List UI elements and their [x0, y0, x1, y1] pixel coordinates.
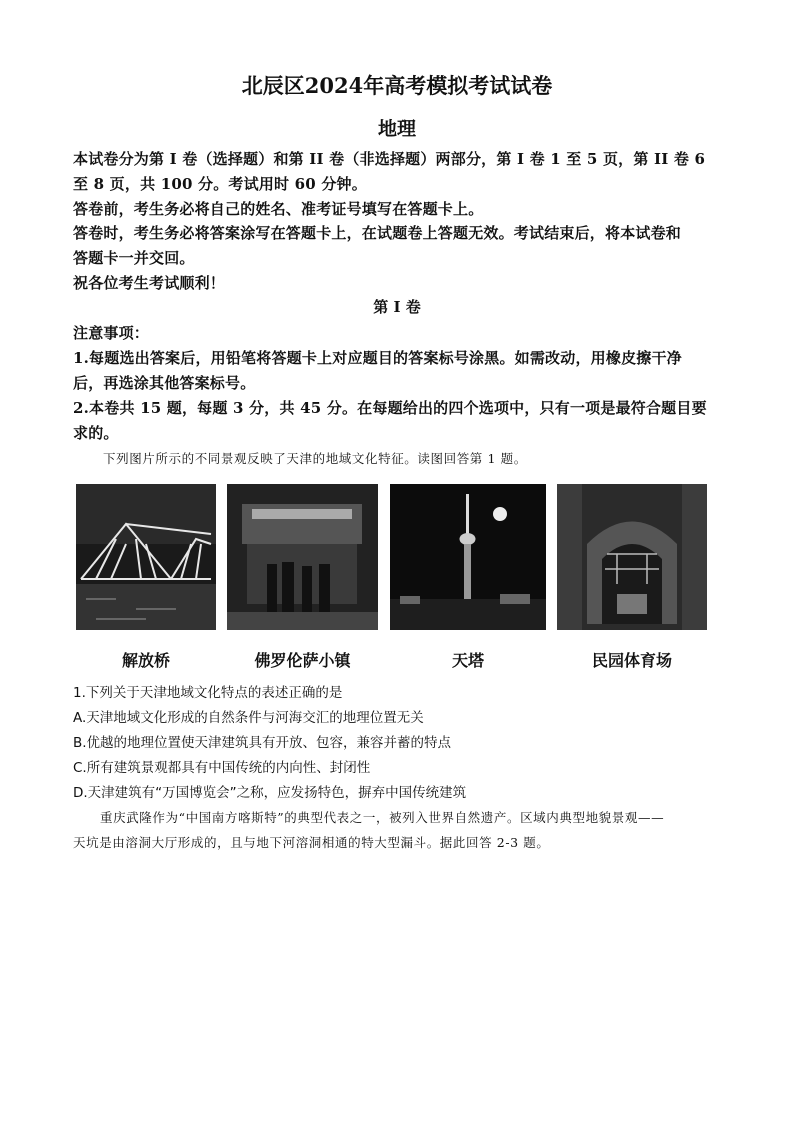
intro-line: 答卷时，考生务必将答案涂写在答题卡上，在试题卷上答题无效。考试结束后，将本试卷和 — [73, 224, 682, 242]
notice-item: 后，再选涂其他答案标号。 — [73, 374, 256, 392]
intro-line: 祝各位考生考试顺利！ — [73, 274, 226, 292]
question-1-option-d: D.天津建筑有“万国博览会”之称，应发扬特色，摒弃中国传统建筑 — [73, 785, 467, 801]
notice-item: 求的。 — [73, 424, 119, 442]
question-1-stem: 1.下列关于天津地域文化特点的表述正确的是 — [73, 685, 343, 701]
notice-title: 注意事项： — [73, 324, 150, 342]
question-1-option-a: A.天津地域文化形成的自然条件与河海交汇的地理位置无关 — [73, 710, 424, 726]
question-stem-2-3: 重庆武隆作为“中国南方喀斯特”的典型代表之一，被列入世界自然遗产。区域内典型地貌景观—— — [100, 810, 665, 825]
intro-line: 答题卡一并交回。 — [73, 249, 195, 267]
caption-tianta-tower: 天塔 — [451, 651, 484, 670]
caption-florence-town: 佛罗伦萨小镇 — [254, 651, 351, 670]
question-1-option-b: B.优越的地理位置使天津建筑具有开放、包容，兼容并蓄的特点 — [73, 735, 452, 751]
notice-item: 1.每题选出答案后，用铅笔将答题卡上对应题目的答案标号涂黑。如需改动，用橡皮擦干净 — [73, 349, 682, 367]
intro-line: 本试卷分为第 I 卷（选择题）和第 II 卷（非选择题）两部分，第 I 卷 1 至 5 页，第 II 卷 6 — [73, 150, 706, 168]
intro-line: 答卷前，考生务必将自己的姓名、准考证号填写在答题卡上。 — [73, 200, 484, 218]
notice-item: 2.本卷共 15 题，每题 3 分，共 45 分。在每题给出的四个选项中，只有一项是最符合题目要 — [73, 399, 707, 417]
intro-line: 至 8 页，共 100 分。考试用时 60 分钟。 — [73, 175, 367, 193]
caption-jiefang-bridge: 解放桥 — [121, 651, 170, 670]
section-title: 第 I 卷 — [373, 298, 421, 316]
question-1-option-c: C.所有建筑景观都具有中国传统的内向性、封闭性 — [73, 760, 371, 776]
question-stem-2-3: 天坑是由溶洞大厅形成的，且与地下河溶洞相通的特大型漏斗。据此回答 2-3 题。 — [73, 835, 550, 850]
photo-florence-town — [227, 484, 378, 630]
photo-minyuan-stadium — [557, 484, 707, 630]
question-stem: 下列图片所示的不同景观反映了天津的地域文化特征。读图回答第 1 题。 — [103, 451, 527, 466]
photo-jiefang-bridge — [76, 484, 216, 630]
subject-title: 地理 — [377, 118, 416, 140]
caption-minyuan-stadium: 民园体育场 — [591, 651, 672, 670]
photo-tianta-tower — [390, 484, 546, 630]
exam-title: 北辰区2024年高考模拟考试试卷 — [241, 73, 553, 98]
